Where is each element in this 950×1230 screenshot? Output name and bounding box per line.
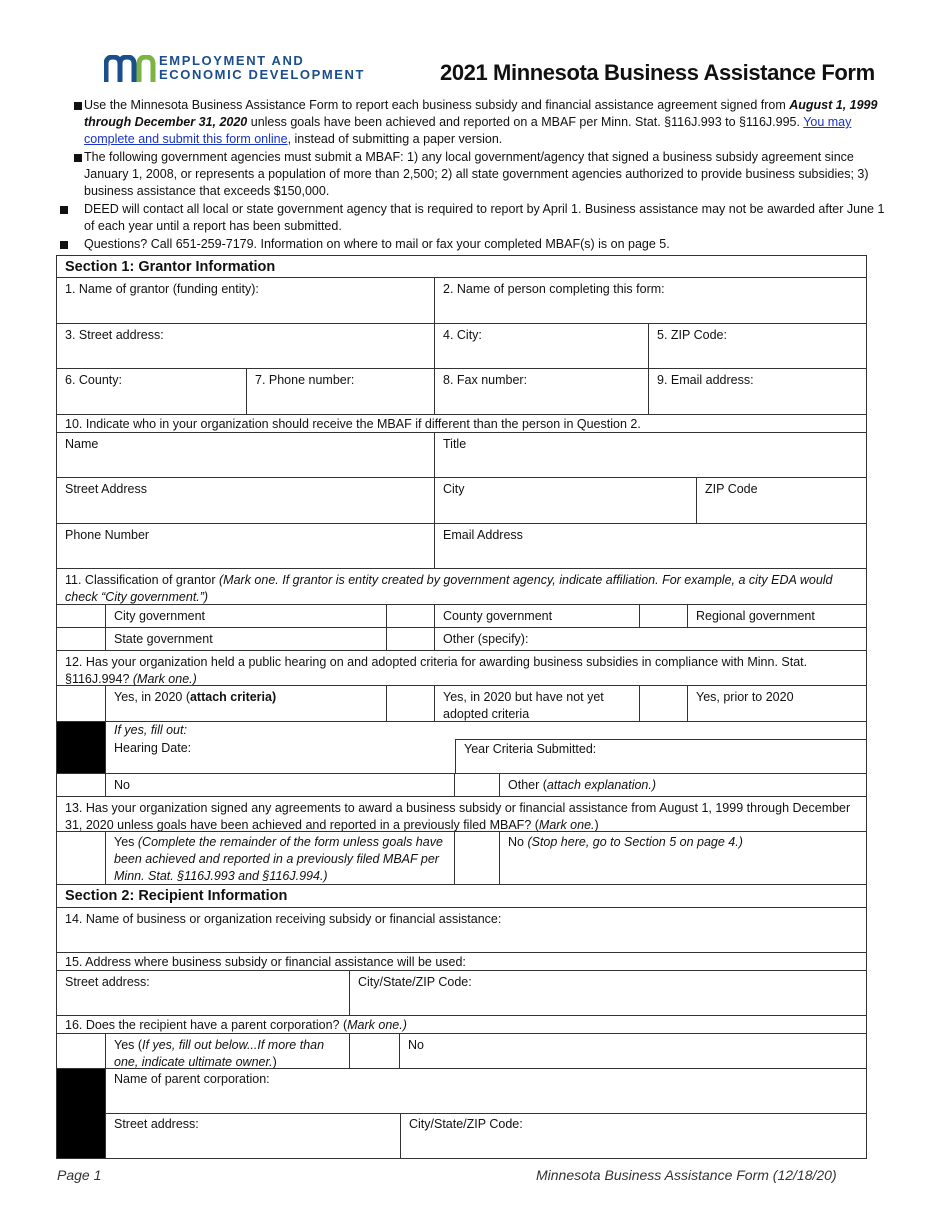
bullet-square-icon — [74, 154, 82, 162]
checkbox-state-government[interactable] — [57, 628, 105, 650]
question-10-label: 10. Indicate who in your organization should receive the MBAF if different than the person in Question 2. — [65, 417, 641, 431]
q11-text: 11. Classification of grantor — [65, 573, 220, 587]
parent-name-field[interactable]: Name of parent corporation: — [106, 1069, 866, 1114]
instruction-item — [58, 201, 893, 235]
contact-street-field[interactable]: Street Address — [65, 482, 147, 496]
checkbox-other-explanation[interactable] — [454, 774, 499, 796]
if-yes-label — [106, 722, 866, 739]
option-text: No — [508, 835, 528, 849]
question-12-label — [57, 651, 866, 685]
checkbox-county-government[interactable] — [386, 605, 434, 627]
hearing-details — [105, 722, 866, 773]
hearing-date-field[interactable]: Hearing Date: — [114, 741, 192, 755]
contact-city-field[interactable]: City — [434, 478, 696, 523]
option-label — [105, 832, 454, 884]
q11-instructions: (Mark one. If grantor is entity created by government agency, indicate affiliation. For example, a city EDA would check “City government.”) — [65, 573, 833, 604]
instruction-item — [58, 97, 893, 148]
form-identifier: Minnesota Business Assistance Form (12/18/20) — [536, 1167, 837, 1183]
option-label: State government — [105, 628, 386, 650]
section-heading: Section 2: Recipient Information — [65, 888, 288, 904]
q13-text: 13. Has your organization signed any agreements to award a business subsidy or financial assistance from August 1, 1999 through December 31, 2020 unless goals have been achieved and reported in a previously filed MBAF? ( — [65, 801, 851, 832]
fax-field[interactable]: 8. Fax number: — [434, 369, 648, 414]
q12-instructions: (Mark one.) — [132, 672, 197, 686]
option-text: Yes, in 2020 ( — [114, 690, 190, 704]
instruction-item — [58, 236, 893, 253]
checkbox-yes-prior-2020[interactable] — [639, 686, 687, 721]
zip-code-field[interactable]: 5. ZIP Code: — [648, 324, 866, 368]
recipient-name-field[interactable]: 14. Name of business or organization receiving subsidy or financial assistance: — [65, 912, 502, 926]
logo-line-1: EMPLOYMENT AND — [159, 53, 305, 68]
checkbox-parent-no[interactable] — [349, 1034, 399, 1068]
bullet-square-icon — [74, 102, 82, 110]
page-title: 2021 Minnesota Business Assistance Form — [440, 60, 875, 85]
checkbox-city-government[interactable] — [57, 605, 105, 627]
option-label — [105, 1034, 349, 1068]
checkbox-yes-2020-not-adopted[interactable] — [386, 686, 434, 721]
option-text: Yes ( — [114, 1038, 143, 1052]
q16-text: 16. Does the recipient have a parent corporation? ( — [65, 1018, 348, 1032]
bullet-square-icon — [60, 241, 68, 249]
parent-details — [105, 1069, 866, 1158]
section-2-recipient — [56, 884, 867, 1159]
street-address-field[interactable]: 3. Street address: — [65, 328, 164, 342]
checkbox-other[interactable] — [386, 628, 434, 650]
online-form-link[interactable]: You may complete and submit this form online — [84, 115, 852, 146]
grantor-name-field[interactable]: 1. Name of grantor (funding entity): — [65, 282, 259, 296]
date-range-text: August 1, 1999 through December 31, 2020 — [84, 98, 878, 129]
contact-zip-field[interactable]: ZIP Code — [696, 478, 866, 523]
instructions-list — [58, 97, 893, 254]
q12-text: 12. Has your organization held a public hearing on and adopted criteria for awarding business subsidies in compliance with Minn. Stat. §116J.994? — [65, 655, 808, 686]
city-field[interactable]: 4. City: — [434, 324, 648, 368]
mn-logo-icon — [104, 55, 160, 83]
option-text: ) — [272, 1055, 277, 1069]
shaded-cell — [57, 1069, 105, 1158]
recipient-city-state-zip-field[interactable]: City/State/ZIP Code: — [349, 971, 866, 1015]
option-label — [499, 774, 866, 796]
instruction-item — [58, 149, 893, 200]
section-1-grantor — [56, 255, 867, 885]
checkbox-q13-yes[interactable] — [57, 832, 105, 884]
checkbox-q13-no[interactable] — [454, 832, 499, 884]
instruction-text: DEED will contact all local or state government agency that is required to report by April 1. Business assistance may not be awarded after June 1 of each year until a report has been submitted. — [84, 202, 885, 233]
instruction-text: unless goals have been achieved and reported on a MBAF per Minn. Stat. §116J.993 to §116J.995. — [247, 115, 804, 129]
option-emphasis: If yes, fill out below...If more than one, indicate ultimate owner. — [114, 1038, 325, 1069]
instruction-text: Questions? Call 651-259-7179. Information on where to mail or fax your completed MBAF(s) is on page 5. — [84, 237, 670, 251]
q13-text: ) — [594, 818, 599, 832]
option-emphasis: (Complete the remainder of the form unless goals have been achieved and reported in a previously filed MBAF per Minn. Stat. §116J.993 and §116J.994.) — [114, 835, 443, 883]
checkbox-yes-2020[interactable] — [57, 686, 105, 721]
q13-instructions: Mark one. — [538, 818, 595, 832]
recipient-street-field[interactable]: Street address: — [65, 975, 150, 989]
option-emphasis: (Stop here, go to Section 5 on page 4.) — [527, 835, 743, 849]
shaded-cell — [57, 722, 105, 773]
instruction-text: , instead of submitting a paper version. — [287, 132, 503, 146]
option-emphasis: attach criteria) — [189, 690, 277, 704]
contact-title-field[interactable]: Title — [434, 433, 866, 477]
completer-name-field[interactable]: 2. Name of person completing this form: — [434, 278, 866, 323]
year-criteria-field[interactable]: Year Criteria Submitted: — [455, 739, 866, 773]
contact-phone-field[interactable]: Phone Number — [65, 528, 150, 542]
email-field[interactable]: 9. Email address: — [648, 369, 866, 414]
question-11-label — [57, 569, 866, 604]
option-label: Yes, prior to 2020 — [687, 686, 866, 721]
section-heading: Section 1: Grantor Information — [65, 259, 276, 275]
contact-name-field[interactable]: Name — [65, 437, 99, 451]
parent-city-state-zip-field[interactable]: City/State/ZIP Code: — [400, 1114, 866, 1158]
deed-logo — [104, 54, 404, 86]
option-label: Regional government — [687, 605, 866, 627]
question-13-label — [57, 797, 866, 831]
checkbox-parent-yes[interactable] — [57, 1034, 105, 1068]
option-text: Other ( — [508, 778, 547, 792]
option-label — [105, 686, 386, 721]
option-emphasis: attach explanation.) — [546, 778, 657, 792]
other-specify-field[interactable]: Other (specify): — [434, 628, 866, 650]
county-field[interactable]: 6. County: — [65, 373, 122, 387]
instruction-text: Use the Minnesota Business Assistance Form to report each business subsidy and financial assistance agreement signed from — [84, 98, 790, 112]
logo-line-2: ECONOMIC DEVELOPMENT — [159, 67, 366, 82]
if-yes-text: If yes, fill out: — [114, 723, 187, 737]
contact-email-field[interactable]: Email Address — [434, 524, 866, 568]
option-label: No — [399, 1034, 866, 1068]
bullet-square-icon — [60, 206, 68, 214]
option-label: County government — [434, 605, 639, 627]
option-label: Yes, in 2020 but have not yet adopted criteria — [434, 686, 639, 721]
checkbox-regional-government[interactable] — [639, 605, 687, 627]
option-text: Yes — [114, 835, 138, 849]
option-label: City government — [105, 605, 386, 627]
question-16-label — [57, 1016, 866, 1033]
parent-street-field[interactable]: Street address: — [114, 1117, 199, 1131]
phone-field[interactable]: 7. Phone number: — [246, 369, 434, 414]
instruction-text: The following government agencies must submit a MBAF: 1) any local government/agency that signed a business subsidy agreement since January 1, 2008, or represents a population of more than 2,500; 2) all state government agencies authorized to provide business subsidies; 3) business assistance that exceeds $150,000. — [84, 150, 869, 198]
option-label: No — [105, 774, 454, 796]
question-15-label: 15. Address where business subsidy or financial assistance will be used: — [65, 955, 466, 969]
q16-instructions: Mark one.) — [347, 1018, 407, 1032]
checkbox-no[interactable] — [57, 774, 105, 796]
page-number: Page 1 — [57, 1167, 102, 1183]
option-label — [499, 832, 866, 884]
